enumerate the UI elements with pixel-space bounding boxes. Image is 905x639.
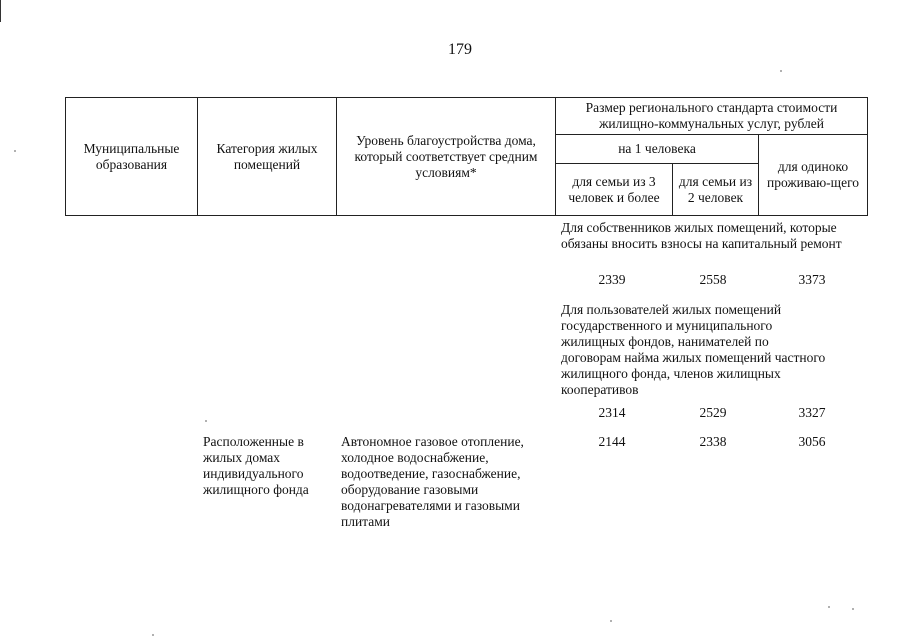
owners-value-family2: 2558 [699,272,727,287]
private-value-single: 3056 [798,434,826,449]
scan-speck [152,634,154,636]
scan-speck [610,620,612,622]
header-family-2: для семьи из 2 человек [673,164,759,216]
private-value-family3: 2144 [598,434,626,449]
private-category: Расположенные в жилых домах индивидуального жилищного фонда [203,434,309,497]
owners-value-single: 3373 [798,272,826,287]
users-label: Для пользователей жилых помещений государственного и муниципального жилищных фондов, нанимателей по договорам найма жилых помещений частного жилищного фонда, членов жилищных кооперативов [561,302,826,397]
scan-speck [205,420,207,422]
users-value-family3: 2314 [598,405,626,420]
header-size-title: Размер регионального стандарта стоимости жилищно-коммунальных услуг, рублей [556,98,868,135]
private-value-family2: 2338 [699,434,727,449]
scan-speck [828,606,830,608]
header-table [65,97,868,216]
header-level: Уровень благоустройства дома, который соответствует средним условиям* [337,98,556,216]
header-family-3: для семьи из 3 человек и более [556,164,673,216]
private-level: Автономное газовое отопление, холодное водоснабжение, водоотведение, газоснабжение, оборудование газовыми водонагревателями и газовыми плитами [341,434,524,529]
scan-speck [14,150,16,152]
scan-speck [780,70,782,72]
header-per-person: на 1 человека [556,135,759,164]
owners-label: Для собственников жилых помещений, которые обязаны вносить взносы на капитальный ремонт [561,220,842,251]
header-category: Категория жилых помещений [198,98,337,216]
owners-value-family3: 2339 [598,272,626,287]
header-single: для одиноко проживаю-щего [759,135,868,216]
scan-speck [852,608,854,610]
header-municipal: Муниципальные образования [66,98,198,216]
users-value-single: 3327 [798,405,826,420]
page-number: 179 [448,41,472,58]
scan-edge-mark [0,0,1,22]
users-value-family2: 2529 [699,405,727,420]
